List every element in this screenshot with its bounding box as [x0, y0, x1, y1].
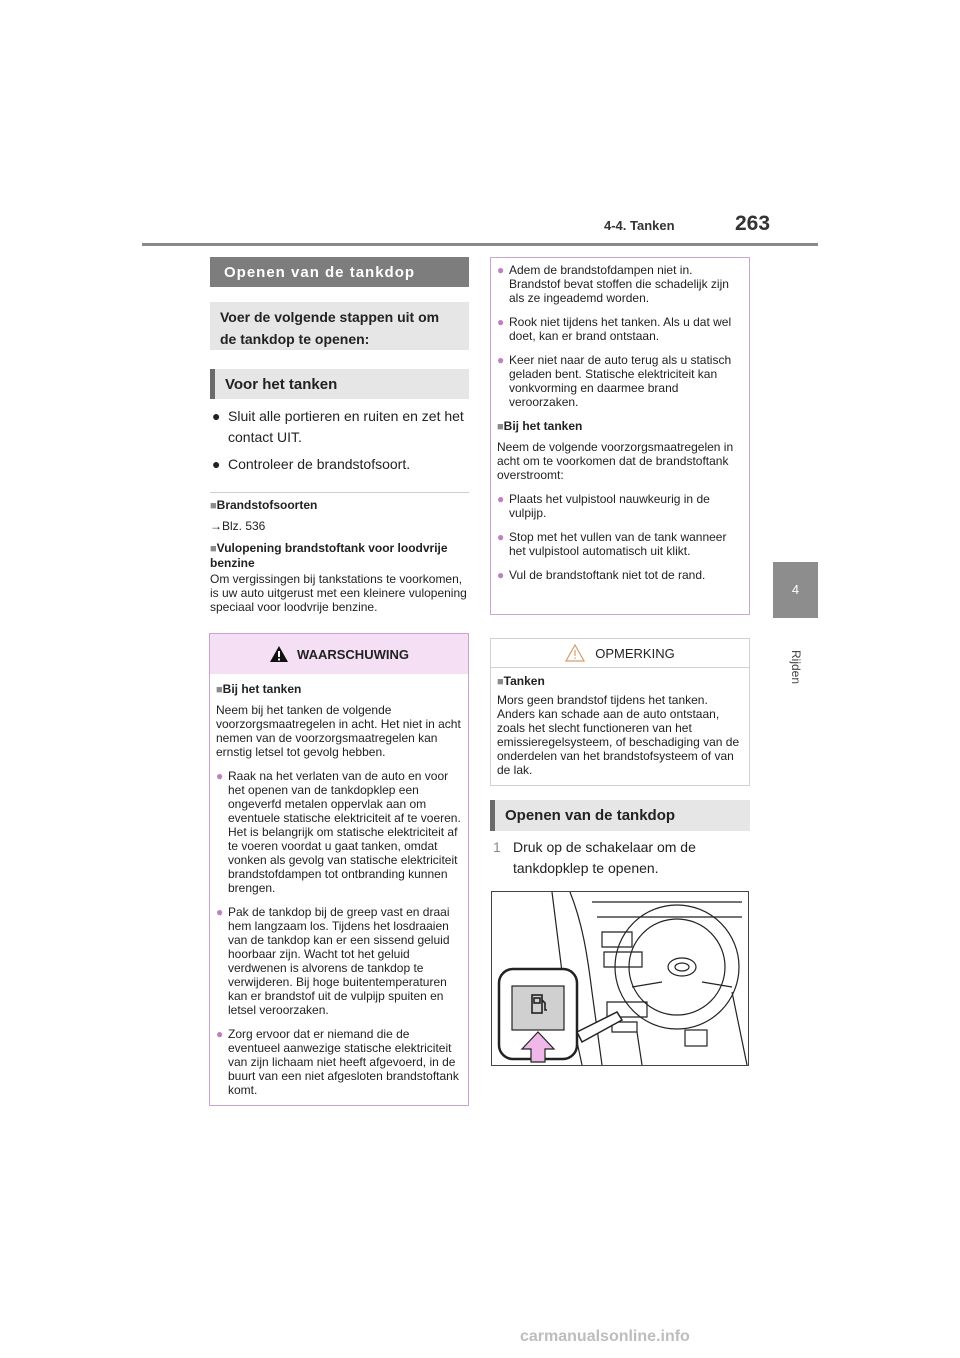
list-item: ● Pak de tankdop bij de greep vast en draai hem langzaam los. Tijdens het losdraaien van de tankdop kan er een sissend geluid hoorbaar zijn. Wacht tot het geluid verdwenen is alvorens de tankdop te verwijderen. Bij hoge buitentemperaturen kan er brandstof uit de vulpijp spuiten en letsel veroorzaken. — [216, 905, 450, 1017]
fuel-info — [210, 498, 469, 614]
watermark: carmanualsonline.info — [520, 1328, 690, 1345]
main-section-title: Openen van de tankdop — [210, 257, 469, 287]
warning-box — [209, 633, 469, 1106]
prep-bullets — [212, 406, 467, 475]
warning-header: WAARSCHUWING — [210, 634, 468, 674]
step-text: Druk op de schakelaar om de tankdopklep te openen. — [513, 839, 696, 876]
divider — [210, 492, 469, 493]
filler-text: Om vergissingen bij tankstations te voorkomen, is uw auto uitgerust met een kleinere vulopening speciaal voor loodvrije benzine. — [210, 572, 467, 614]
warning-box-continued — [490, 257, 750, 615]
page-number: 263 — [735, 212, 771, 235]
header-rule — [142, 243, 818, 246]
list-item: ● Rook niet tijdens het tanken. Als u dat wel doet, kan er brand ontstaan. — [497, 315, 732, 343]
list-item: ● Zorg ervoor dat er niemand die de eventueel aanwezige statische elektriciteit van zijn lichaam niet heeft afgevoerd, in de buurt van een niet afgesloten brandstoftank komt. — [216, 1027, 459, 1097]
list-item: ● Keer niet naar de auto terug als u statisch geladen bent. Statische elektriciteit kan vonkvorming en daarmee brand veroorzaken. — [497, 353, 732, 409]
step-number: 1 — [493, 839, 501, 855]
list-item: ● Plaats het vulpistool nauwkeurig in de vulpijp. — [497, 492, 710, 520]
list-item: ● Vul de brandstoftank niet tot de rand. — [497, 568, 706, 582]
fuel-types-ref: →Blz. 536 — [210, 519, 266, 533]
warning-intro-2: Neem de volgende voorzorgsmaatregelen in acht om te voorkomen dat de brandstoftank overstroomt: — [497, 440, 734, 482]
warning-sub: ■Bij het tanken — [216, 682, 302, 696]
list-item: ● Stop met het vullen van de tank wanneer het vulpistool automatisch uit klikt. — [497, 530, 727, 558]
dashboard-illustration — [491, 891, 749, 1066]
step-1 — [493, 837, 748, 879]
list-item: ● Sluit alle portieren en ruiten en zet het contact UIT. — [212, 408, 464, 445]
sub-title-before-fueling: Voor het tanken — [210, 369, 469, 399]
intro-text: Voer de volgende stappen uit om de tankdop te openen: — [220, 309, 440, 347]
warning-intro: Neem bij het tanken de volgende voorzorgsmaatregelen in acht. Het niet in acht nemen van de voorzorgsmaatregelen kan ernstig letsel tot gevolg hebben. — [216, 703, 461, 759]
fuel-types-heading: ■Brandstofsoorten — [210, 498, 318, 512]
intro-box — [210, 302, 469, 350]
chapter-tab-label: Rijden — [789, 649, 803, 685]
dashboard-drawing — [492, 892, 748, 1065]
warning-icon — [269, 645, 289, 663]
note-header: OPMERKING — [491, 639, 749, 668]
chapter-tab[interactable]: 4 — [773, 562, 818, 618]
list-item: ● Controleer de brandstofsoort. — [212, 456, 411, 472]
note-sub: ■Tanken — [497, 674, 545, 688]
note-text: Mors geen brandstof tijdens het tanken. Anders kan schade aan de auto ontstaan, zoals het slecht functioneren van het emissieregelsysteem, of beschadiging van de onderdelen van het brandstofsysteem of van de lak. — [497, 693, 740, 777]
sub-title-opening: Openen van de tankdop — [490, 800, 750, 831]
list-item: ● Raak na het verlaten van de auto en voor het openen van de tankdopklep een ongeverfd metalen oppervlak aan om eventuele statische elektriciteit af te voeren. Het is belangrijk om statische elektriciteit af te voeren voordat u gaat tanken, omdat vonken als gevolg van statische elektriciteit brandstofdampen tot ontbranding kunnen brengen. — [216, 769, 461, 895]
caution-icon — [565, 644, 585, 662]
filler-heading: ■Vulopening brandstoftank voor loodvrije benzine — [210, 541, 448, 570]
list-item: ● Adem de brandstofdampen niet in. Brandstof bevat stoffen die schadelijk zijn als ze ingeademd worden. — [497, 263, 729, 305]
note-box — [490, 638, 750, 786]
section-title: 4-4. Tanken — [604, 218, 675, 233]
warning-sub-2: ■Bij het tanken — [497, 419, 583, 433]
